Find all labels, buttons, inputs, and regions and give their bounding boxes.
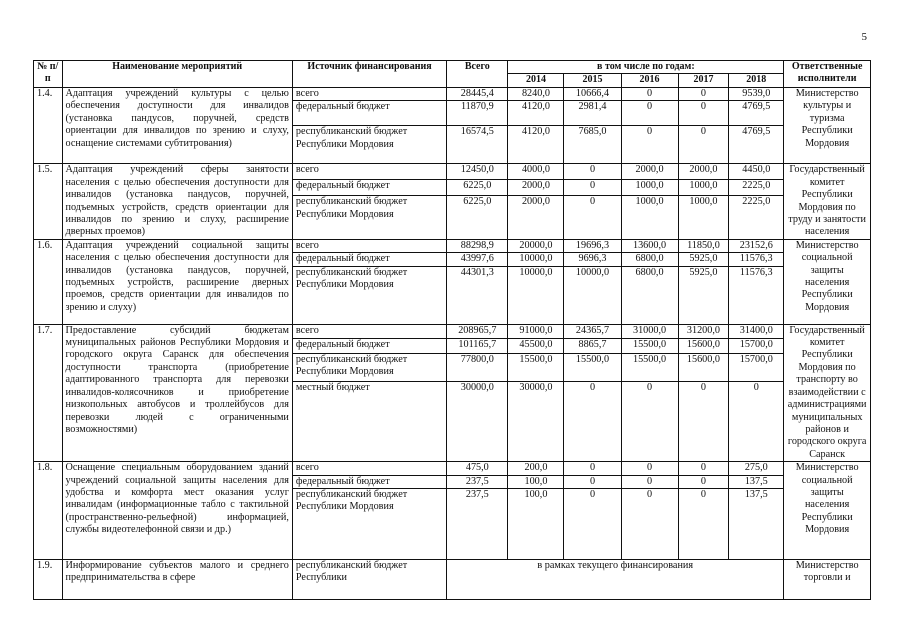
amount-year: 0 bbox=[621, 126, 678, 164]
amount-total: 30000,0 bbox=[447, 382, 508, 462]
table-row bbox=[34, 239, 871, 252]
financing-source: всего bbox=[292, 88, 446, 101]
amount-year: 45500,0 bbox=[508, 339, 564, 354]
header-num: № п/п bbox=[34, 61, 63, 88]
amount-year: 0 bbox=[564, 164, 621, 180]
header-year: 2018 bbox=[729, 74, 784, 88]
measure-description: Адаптация учреждений социальной защиты населения с целью обеспечения доступности для инвалидов (установка пандусов, поручней, подъемных устройств, расширение дверных проемов, средств ориентации для инвалидов по зрению и слуху) bbox=[62, 239, 292, 324]
amount-year: 137,5 bbox=[729, 475, 784, 488]
amount-total: 11870,9 bbox=[447, 101, 508, 126]
row-number: 1.8. bbox=[34, 462, 63, 560]
financing-source: федеральный бюджет bbox=[292, 253, 446, 266]
financing-source: республиканский бюджет Республики Мордовия bbox=[292, 266, 446, 324]
amount-year: 19696,3 bbox=[564, 239, 621, 252]
measure-description: Адаптация учреждений культуры с целью обеспечения доступности для инвалидов (установка пандусов, поручней, средств ориентации для инвалидов по зрению и слуху, оснащение системами субтитрования) bbox=[62, 88, 292, 164]
amount-year: 10666,4 bbox=[564, 88, 621, 101]
financing-source: республиканский бюджет Республики Мордовия bbox=[292, 488, 446, 559]
amount-total: 6225,0 bbox=[447, 180, 508, 196]
amount-year: 4120,0 bbox=[508, 101, 564, 126]
amount-year: 9696,3 bbox=[564, 253, 621, 266]
financing-source: федеральный бюджет bbox=[292, 475, 446, 488]
amount-total: 208965,7 bbox=[447, 324, 508, 339]
table-body bbox=[34, 88, 871, 600]
responsible-executor: Министерство социальной защиты населения Республики Мордовия bbox=[784, 239, 871, 324]
amount-year: 1000,0 bbox=[621, 180, 678, 196]
row-number: 1.4. bbox=[34, 88, 63, 164]
amount-year: 0 bbox=[621, 382, 678, 462]
amount-year: 0 bbox=[621, 88, 678, 101]
row-number: 1.5. bbox=[34, 164, 63, 239]
amount-year: 10000,0 bbox=[564, 266, 621, 324]
financing-source: всего bbox=[292, 164, 446, 180]
amount-year: 0 bbox=[678, 126, 729, 164]
amount-year: 4769,5 bbox=[729, 101, 784, 126]
amount-year: 0 bbox=[678, 101, 729, 126]
amount-year: 0 bbox=[678, 382, 729, 462]
amount-year: 6800,0 bbox=[621, 266, 678, 324]
responsible-executor: Министерство торговли и bbox=[784, 559, 871, 599]
amount-year: 0 bbox=[678, 488, 729, 559]
amount-year: 0 bbox=[564, 475, 621, 488]
responsible-executor: Министерство социальной защиты населения Республики Мордовия bbox=[784, 462, 871, 560]
amount-year: 31200,0 bbox=[678, 324, 729, 339]
header-source: Источник финансирования bbox=[292, 61, 446, 88]
amount-year: 0 bbox=[678, 475, 729, 488]
amount-year: 91000,0 bbox=[508, 324, 564, 339]
header-total: Всего bbox=[447, 61, 508, 88]
amount-total: 475,0 bbox=[447, 462, 508, 475]
amount-year: 4450,0 bbox=[729, 164, 784, 180]
responsible-executor: Государственный комитет Республики Мордовия по труду и занятости населения bbox=[784, 164, 871, 239]
financing-source: республиканский бюджет Республики Мордовия bbox=[292, 126, 446, 164]
measure-description: Адаптация учреждений сферы занятости населения с целью обеспечения доступности для инвалидов (установка пандусов, поручней, подъемных устройств, средств ориентации для инвалидов по зрению и слуху, расширение дверных проемов) bbox=[62, 164, 292, 239]
responsible-executor: Государственный комитет Республики Мордовия по транспорту во взаимодействии с администрациями муниципальных районов и городского округа Саранск bbox=[784, 324, 871, 461]
amount-total: 88298,9 bbox=[447, 239, 508, 252]
amount-year: 0 bbox=[564, 488, 621, 559]
amount-year: 100,0 bbox=[508, 488, 564, 559]
amount-year: 4000,0 bbox=[508, 164, 564, 180]
financing-source: федеральный бюджет bbox=[292, 339, 446, 354]
financing-note: в рамках текущего финансирования bbox=[447, 559, 784, 599]
table-row bbox=[34, 324, 871, 339]
header-year: 2016 bbox=[621, 74, 678, 88]
amount-year: 1000,0 bbox=[621, 196, 678, 240]
amount-year: 15500,0 bbox=[621, 339, 678, 354]
amount-year: 0 bbox=[564, 180, 621, 196]
amount-year: 9539,0 bbox=[729, 88, 784, 101]
amount-year: 2225,0 bbox=[729, 180, 784, 196]
amount-total: 16574,5 bbox=[447, 126, 508, 164]
amount-total: 101165,7 bbox=[447, 339, 508, 354]
amount-year: 15500,0 bbox=[621, 353, 678, 381]
amount-year: 4769,5 bbox=[729, 126, 784, 164]
financing-table bbox=[33, 60, 871, 600]
financing-source: всего bbox=[292, 324, 446, 339]
amount-total: 237,5 bbox=[447, 475, 508, 488]
amount-year: 5925,0 bbox=[678, 266, 729, 324]
header-year: 2017 bbox=[678, 74, 729, 88]
amount-year: 30000,0 bbox=[508, 382, 564, 462]
header-by-years: в том числе по годам: bbox=[508, 61, 784, 74]
amount-year: 1000,0 bbox=[678, 196, 729, 240]
header-responsible: Ответственные исполнители bbox=[784, 61, 871, 88]
amount-year: 6800,0 bbox=[621, 253, 678, 266]
amount-year: 200,0 bbox=[508, 462, 564, 475]
financing-source: всего bbox=[292, 239, 446, 252]
amount-year: 13600,0 bbox=[621, 239, 678, 252]
amount-year: 24365,7 bbox=[564, 324, 621, 339]
amount-year: 2000,0 bbox=[508, 196, 564, 240]
amount-year: 5925,0 bbox=[678, 253, 729, 266]
amount-year: 0 bbox=[564, 462, 621, 475]
amount-year: 2000,0 bbox=[678, 164, 729, 180]
amount-year: 0 bbox=[564, 382, 621, 462]
amount-year: 15700,0 bbox=[729, 339, 784, 354]
table-row bbox=[34, 88, 871, 101]
amount-total: 6225,0 bbox=[447, 196, 508, 240]
row-number: 1.9. bbox=[34, 559, 63, 599]
amount-year: 137,5 bbox=[729, 488, 784, 559]
measure-description: Оснащение специальным оборудованием зданий учреждений социальной защиты населения для удобства и комфорта мест оказания услуг инвалидам (информационные табло с тактильной (пространственно-рельефной) информацией, службы видеотелефонной связи и др.) bbox=[62, 462, 292, 560]
amount-year: 10000,0 bbox=[508, 253, 564, 266]
amount-year: 15600,0 bbox=[678, 339, 729, 354]
measure-description: Информирование субъектов малого и среднего предпринимательства в сфере bbox=[62, 559, 292, 599]
header-year: 2014 bbox=[508, 74, 564, 88]
table-row bbox=[34, 164, 871, 180]
row-number: 1.6. bbox=[34, 239, 63, 324]
header-year: 2015 bbox=[564, 74, 621, 88]
amount-total: 12450,0 bbox=[447, 164, 508, 180]
amount-year: 31400,0 bbox=[729, 324, 784, 339]
table-row bbox=[34, 559, 871, 599]
row-number: 1.7. bbox=[34, 324, 63, 461]
amount-year: 1000,0 bbox=[678, 180, 729, 196]
amount-year: 0 bbox=[678, 88, 729, 101]
amount-year: 11576,3 bbox=[729, 266, 784, 324]
amount-year: 275,0 bbox=[729, 462, 784, 475]
amount-year: 2000,0 bbox=[508, 180, 564, 196]
amount-year: 31000,0 bbox=[621, 324, 678, 339]
responsible-executor: Министерство культуры и туризма Республики Мордовия bbox=[784, 88, 871, 164]
amount-total: 77800,0 bbox=[447, 353, 508, 381]
amount-year: 0 bbox=[621, 462, 678, 475]
financing-source: федеральный бюджет bbox=[292, 101, 446, 126]
amount-year: 11576,3 bbox=[729, 253, 784, 266]
measure-description: Предоставление субсидий бюджетам муниципальных районов Республики Мордовия и городского округа Саранск для обеспечения доступности транспорта (приобретение адаптированного транспорта для перевозки инвалидов-колясочников и приобретение низкопольных автобусов и троллейбусов для перевозки людей с ограниченными возможностями) bbox=[62, 324, 292, 461]
amount-year: 11850,0 bbox=[678, 239, 729, 252]
financing-source: республиканский бюджет Республики Мордовия bbox=[292, 196, 446, 240]
amount-year: 0 bbox=[729, 382, 784, 462]
amount-total: 44301,3 bbox=[447, 266, 508, 324]
amount-year: 4120,0 bbox=[508, 126, 564, 164]
amount-year: 0 bbox=[621, 101, 678, 126]
financing-source: всего bbox=[292, 462, 446, 475]
amount-year: 15500,0 bbox=[564, 353, 621, 381]
amount-year: 23152,6 bbox=[729, 239, 784, 252]
amount-year: 20000,0 bbox=[508, 239, 564, 252]
financing-source: местный бюджет bbox=[292, 382, 446, 462]
amount-year: 0 bbox=[564, 196, 621, 240]
amount-year: 2225,0 bbox=[729, 196, 784, 240]
amount-year: 0 bbox=[621, 488, 678, 559]
financing-source: республиканский бюджет Республики bbox=[292, 559, 446, 599]
financing-source: федеральный бюджет bbox=[292, 180, 446, 196]
amount-year: 2000,0 bbox=[621, 164, 678, 180]
financing-source: республиканский бюджет Республики Мордовия bbox=[292, 353, 446, 381]
page-number: 5 bbox=[861, 31, 867, 43]
amount-year: 15600,0 bbox=[678, 353, 729, 381]
amount-year: 8865,7 bbox=[564, 339, 621, 354]
amount-total: 237,5 bbox=[447, 488, 508, 559]
amount-year: 15500,0 bbox=[508, 353, 564, 381]
amount-total: 28445,4 bbox=[447, 88, 508, 101]
amount-year: 8240,0 bbox=[508, 88, 564, 101]
header-name: Наименование мероприятий bbox=[62, 61, 292, 88]
amount-year: 0 bbox=[621, 475, 678, 488]
amount-year: 15700,0 bbox=[729, 353, 784, 381]
amount-total: 43997,6 bbox=[447, 253, 508, 266]
amount-year: 7685,0 bbox=[564, 126, 621, 164]
amount-year: 100,0 bbox=[508, 475, 564, 488]
amount-year: 10000,0 bbox=[508, 266, 564, 324]
table-row bbox=[34, 462, 871, 475]
amount-year: 0 bbox=[678, 462, 729, 475]
amount-year: 2981,4 bbox=[564, 101, 621, 126]
